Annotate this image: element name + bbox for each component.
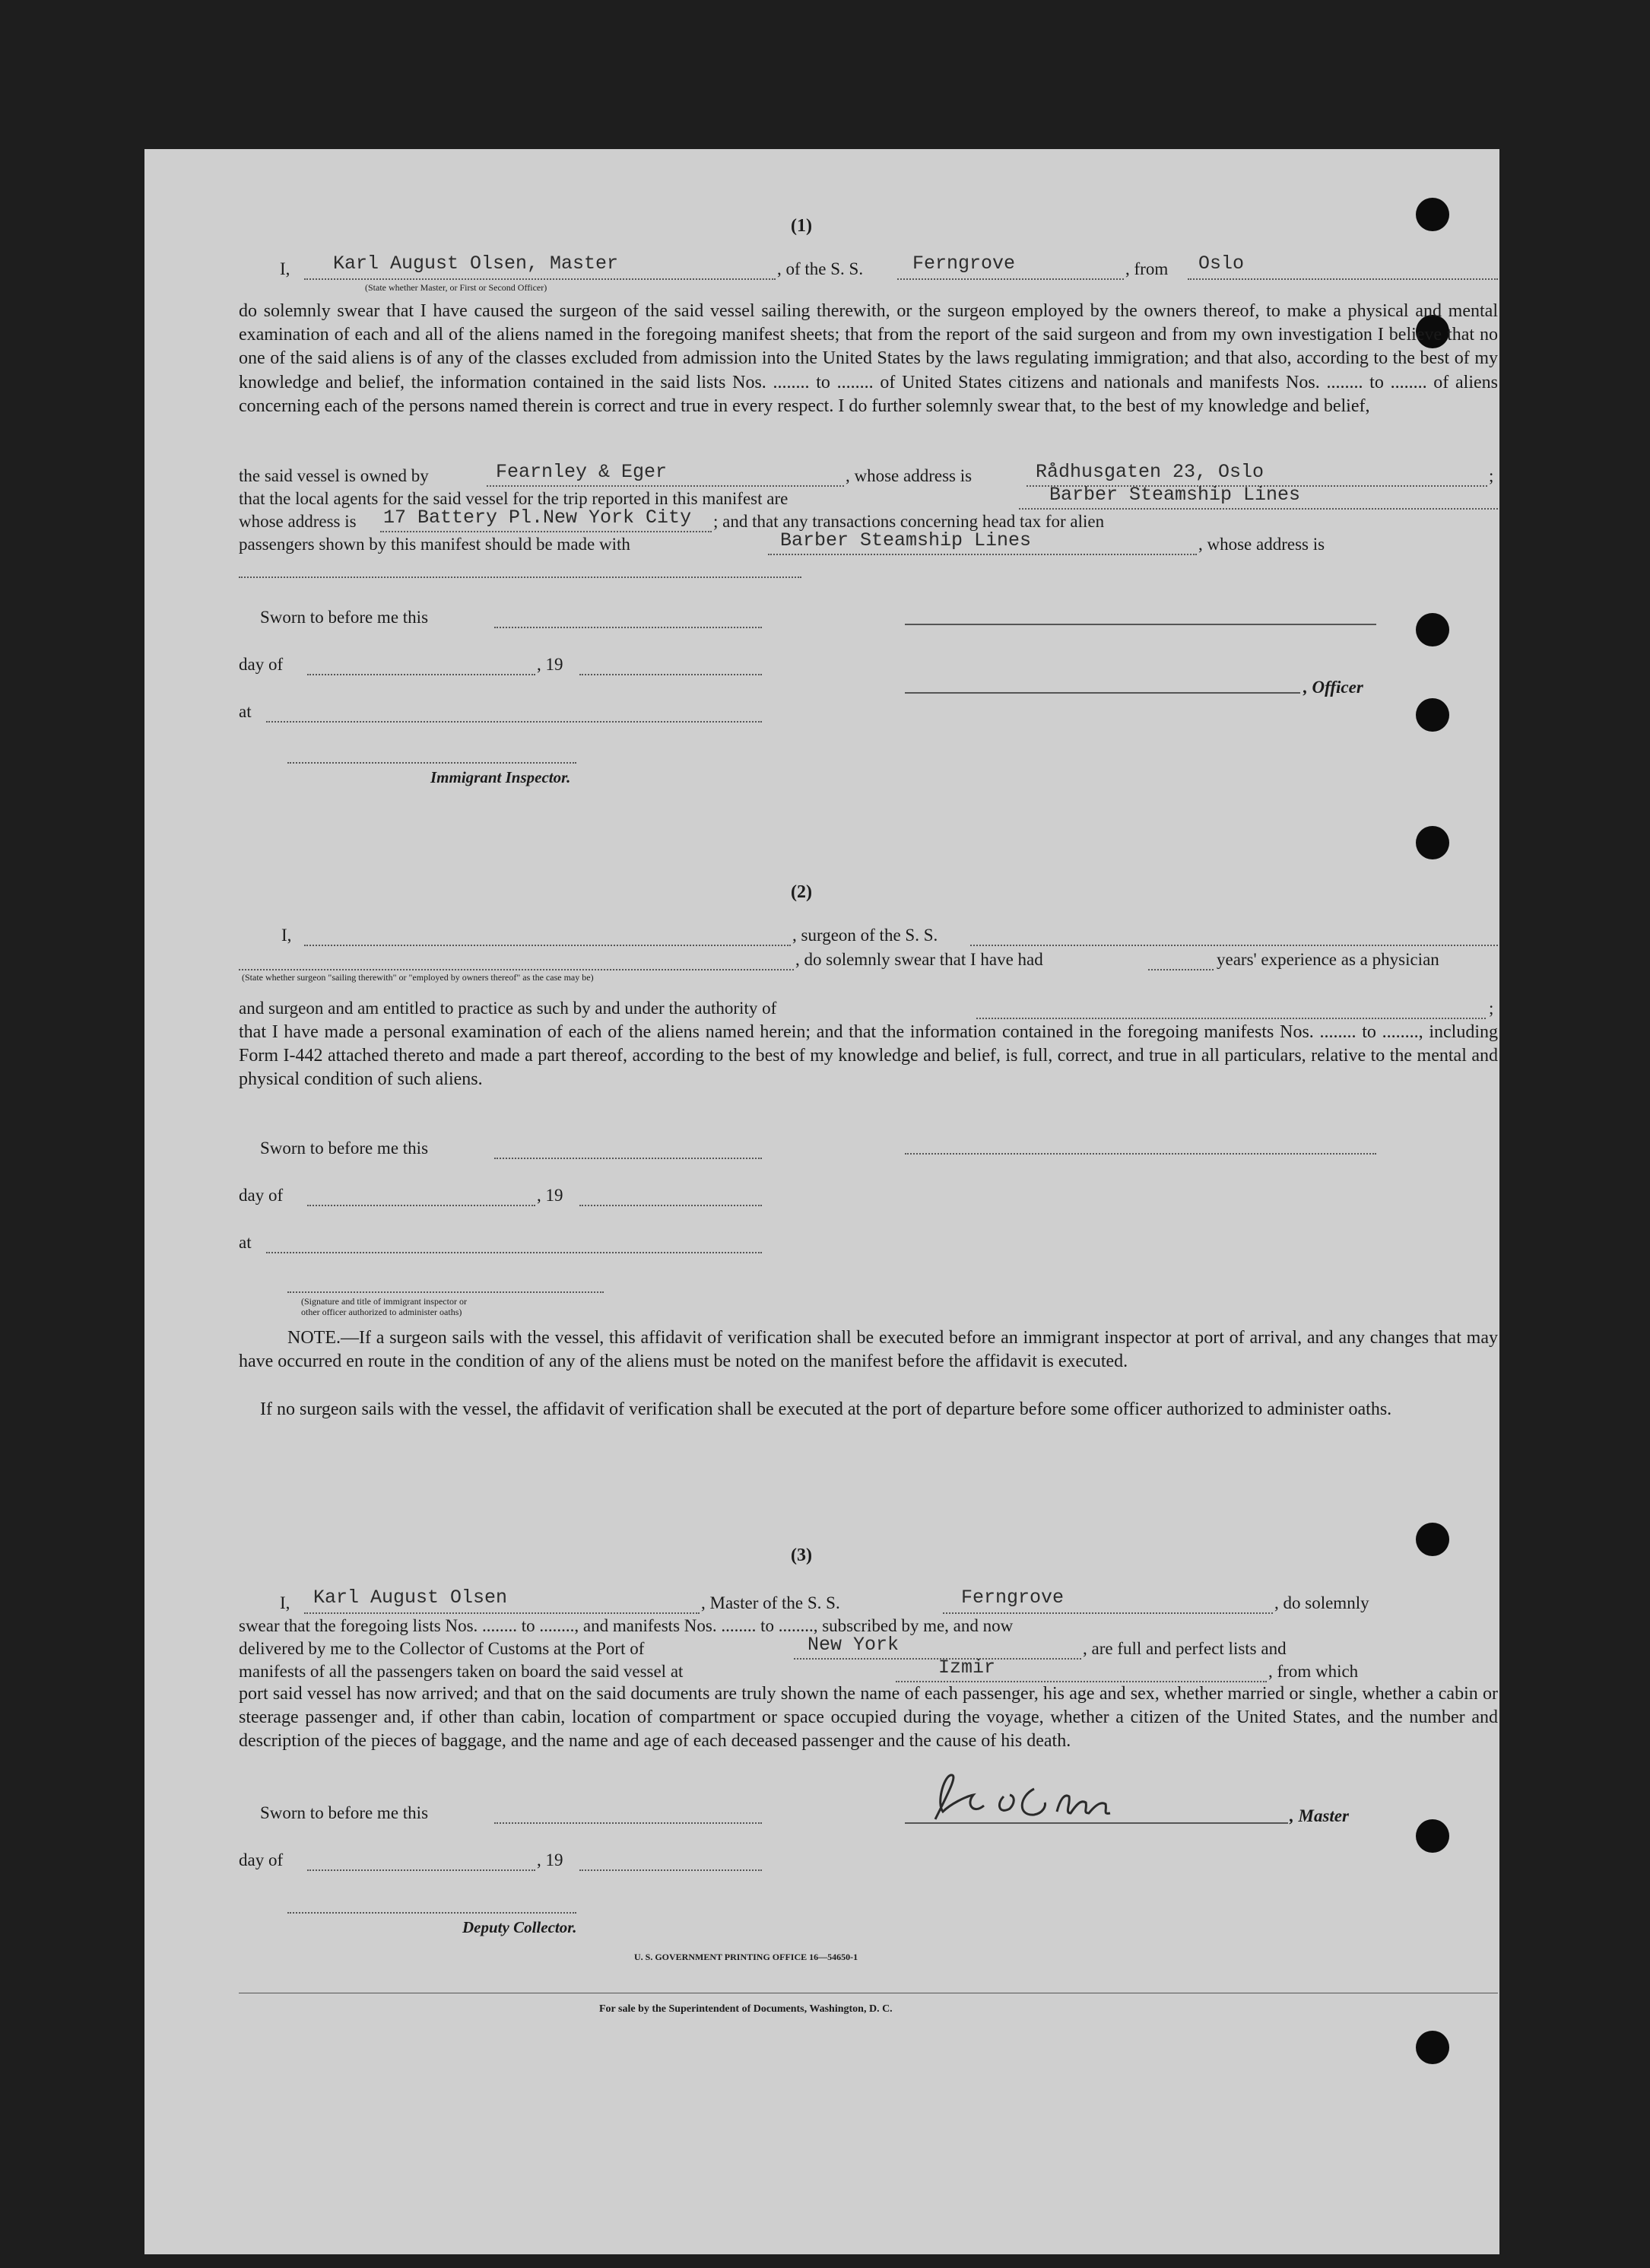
note-1: NOTE.—If a surgeon sails with the vessel, this affidavit of verification shall be executed before an immigrant inspector at port of arrival, and any changes that may have occurred en route in the condition of any of the aliens must be noted on the manifest before the affidavit is executed. — [239, 1328, 1498, 1372]
agents-address-line — [380, 531, 712, 532]
binder-hole — [1416, 613, 1449, 646]
master-name-3-value: Karl August Olsen — [313, 1587, 508, 1609]
binder-hole — [1416, 1523, 1449, 1556]
port-from-line — [1188, 278, 1498, 280]
agents-value: Barber Steamship Lines — [1049, 484, 1301, 506]
binder-hole — [1416, 2031, 1449, 2064]
section-2-oath: that I have made a personal examination of each of the aliens named herein; and that the information contained in the foregoing manifests Nos. ........ to ........, including Form I-442 attached thereto and made a part thereof, according to the best of my knowledge and belief, is full, correct, and true in all particulars, relative to the mental and physical condition of such aliens. — [239, 1022, 1498, 1090]
port-arrival-line — [794, 1658, 1081, 1660]
year-line-3 — [579, 1869, 762, 1871]
port-boarding-value: Izmir — [938, 1657, 996, 1679]
printing-office: U. S. GOVERNMENT PRINTING OFFICE 16—54650-1 — [634, 1952, 858, 1962]
master-signature-line — [905, 1822, 1288, 1824]
vessel-3-value: Ferngrove — [961, 1587, 1065, 1609]
sig-note-1: (Signature and title of immigrant inspector or — [301, 1296, 467, 1307]
section-3-line-4b: , from which — [1268, 1662, 1359, 1681]
year-line-1 — [579, 674, 762, 675]
day-line-3 — [307, 1869, 535, 1871]
years-label: years' experience as a physician — [1217, 950, 1439, 969]
vessel-name-line — [897, 278, 1124, 280]
master-name-3-line — [304, 1612, 700, 1614]
collector-label: Deputy Collector. — [462, 1918, 577, 1936]
year-label-2: , 19 — [537, 1186, 563, 1205]
binder-hole — [1416, 198, 1449, 231]
do-solemnly-label: , do solemnly swear that I have had — [795, 950, 1043, 969]
authority-line — [976, 1018, 1486, 1019]
at-label-2: at — [239, 1233, 252, 1252]
sig-note-2: other officer authorized to administer oaths) — [301, 1307, 462, 1317]
section-1-i: I, — [280, 259, 290, 278]
section-3-number: (3) — [791, 1545, 812, 1565]
section-3-i: I, — [280, 1593, 290, 1612]
vessel-3-line — [943, 1612, 1273, 1614]
officer-label: , Officer — [1303, 678, 1363, 697]
day-of-label-2: day of — [239, 1186, 284, 1205]
from-label: , from — [1125, 259, 1169, 278]
master-note: (State whether Master, or First or Second Officer) — [365, 282, 547, 293]
surgeon-note: (State whether surgeon "sailing therewith" or "employed by owners thereof" as the case may be) — [242, 972, 594, 983]
sworn-line-3 — [494, 1822, 762, 1824]
day-line-1 — [307, 674, 535, 675]
head-tax-agent-value: Barber Steamship Lines — [780, 529, 1032, 551]
binder-hole — [1416, 1819, 1449, 1853]
surgeon-signature-line — [905, 1153, 1376, 1155]
of-the-ss-label: , of the S. S. — [777, 259, 864, 278]
whose-address-end: , whose address is — [1198, 535, 1325, 554]
master-name-value: Karl August Olsen, Master — [333, 253, 619, 275]
note-2: If no surgeon sails with the vessel, the affidavit of verification shall be executed at the port of departure before some officer authorized to administer oaths. — [260, 1399, 1392, 1419]
at-label-1: at — [239, 702, 252, 721]
day-line-2 — [307, 1205, 535, 1206]
section-3-line-2: swear that the foregoing lists Nos. ........ to ........, and manifests Nos. ........ to ........, subscribed by me, and now — [239, 1616, 1014, 1635]
head-tax-address-line — [239, 577, 801, 578]
master-name-line — [304, 278, 776, 280]
binder-hole — [1416, 826, 1449, 859]
sworn-line-2 — [494, 1158, 762, 1159]
sworn-label-1: Sworn to before me this — [260, 608, 429, 627]
owned-by-label: the said vessel is owned by — [239, 466, 429, 485]
section-1-number: (1) — [791, 216, 812, 236]
surgeon-name-line — [304, 945, 791, 946]
section-3-line-3a: delivered by me to the Collector of Customs at the Port of — [239, 1639, 645, 1658]
owner-address-label: , whose address is — [846, 466, 973, 485]
port-from-value: Oslo — [1198, 253, 1245, 275]
agents-address-label: whose address is — [239, 512, 357, 531]
master-label: , Master — [1290, 1806, 1349, 1825]
head-tax-agent-line — [768, 554, 1197, 555]
section-2-i: I, — [281, 926, 292, 945]
sworn-label-3: Sworn to before me this — [260, 1803, 429, 1822]
sworn-label-2: Sworn to before me this — [260, 1139, 429, 1158]
years-line — [1148, 969, 1214, 970]
day-of-label-1: day of — [239, 655, 284, 674]
vessel-name-value: Ferngrove — [912, 253, 1016, 275]
surgeon-status-line — [239, 969, 794, 970]
authority-label: and surgeon and am entitled to practice as such by and under the authority of — [239, 999, 777, 1018]
at-line-1 — [266, 721, 762, 723]
surgeon-of-label: , surgeon of the S. S. — [792, 926, 938, 945]
inspector-signature-line-2 — [287, 1291, 604, 1293]
section-3-line-3b: , are full and perfect lists and — [1083, 1639, 1287, 1658]
passengers-shown-label: passengers shown by this manifest should be made with — [239, 535, 630, 554]
master-of-label: , Master of the S. S. — [701, 1593, 840, 1612]
inspector-signature-line — [287, 762, 576, 764]
agents-address-value: 17 Battery Pl.New York City — [383, 507, 692, 529]
collector-signature-line — [287, 1912, 576, 1914]
section-1-oath: do solemnly swear that I have caused the surgeon of the said vessel sailing therewith, or the surgeon employed by the owners thereof, to make a physical and mental examination of each and all of the aliens named in the foregoing manifest sheets; that from the report of the said surgeon and from my own investigation I believe that no one of the said aliens is of any of the classes excluded from admission into the United States by the laws regulating immigration; and that also, according to the best of my knowledge and belief, the information contained in the said lists Nos. ........ to ........ of United States citizens and nationals and manifests Nos. ........ to ........ of aliens concerning each of the persons named therein is correct and true in every respect. I do further solemnly swear that, to the best of my knowledge and belief, — [239, 301, 1498, 416]
for-sale-line: For sale by the Superintendent of Documents, Washington, D. C. — [599, 2003, 893, 2015]
local-agents-label: that the local agents for the said vessel for the trip reported in this manifest are — [239, 489, 789, 508]
inspector-label: Immigrant Inspector. — [430, 768, 571, 786]
semicolon: ; — [1489, 466, 1494, 485]
owner-address-value: Rådhusgaten 23, Oslo — [1036, 461, 1264, 483]
semicolon-2: ; — [1489, 999, 1494, 1018]
day-of-label-3: day of — [239, 1850, 284, 1869]
manifest-page — [144, 149, 1499, 2254]
section-3-line-4a: manifests of all the passengers taken on board the said vessel at — [239, 1662, 684, 1681]
head-tax-text: ; and that any transactions concerning head tax for alien — [713, 512, 1105, 531]
owner-line — [487, 485, 844, 487]
binder-hole — [1416, 698, 1449, 732]
year-label-1: , 19 — [537, 655, 563, 674]
section-3-oath: port said vessel has now arrived; and that on the said documents are truly shown the name of each passenger, his age and sex, whether married or single, whether a cabin or steerage passenger and, if other than cabin, location of compartment or space occupied during the voyage, whether a citizen of the United States, and the number and description of the pieces of baggage, and the name and age of each deceased passenger and the cause of his death. — [239, 1684, 1498, 1752]
sworn-line-1 — [494, 627, 762, 628]
do-solemnly-3: , do solemnly — [1274, 1593, 1369, 1612]
master-signature — [920, 1766, 1179, 1827]
officer-signature-line — [905, 624, 1376, 625]
year-line-2 — [579, 1205, 762, 1206]
owner-value: Fearnley & Eger — [496, 461, 668, 483]
port-arrival-value: New York — [808, 1634, 900, 1656]
agents-line — [1019, 508, 1498, 510]
surgeon-vessel-line — [970, 945, 1498, 946]
officer-title-line — [905, 692, 1300, 694]
section-2-number: (2) — [791, 882, 812, 902]
at-line-2 — [266, 1252, 762, 1253]
year-label-3: , 19 — [537, 1850, 563, 1869]
